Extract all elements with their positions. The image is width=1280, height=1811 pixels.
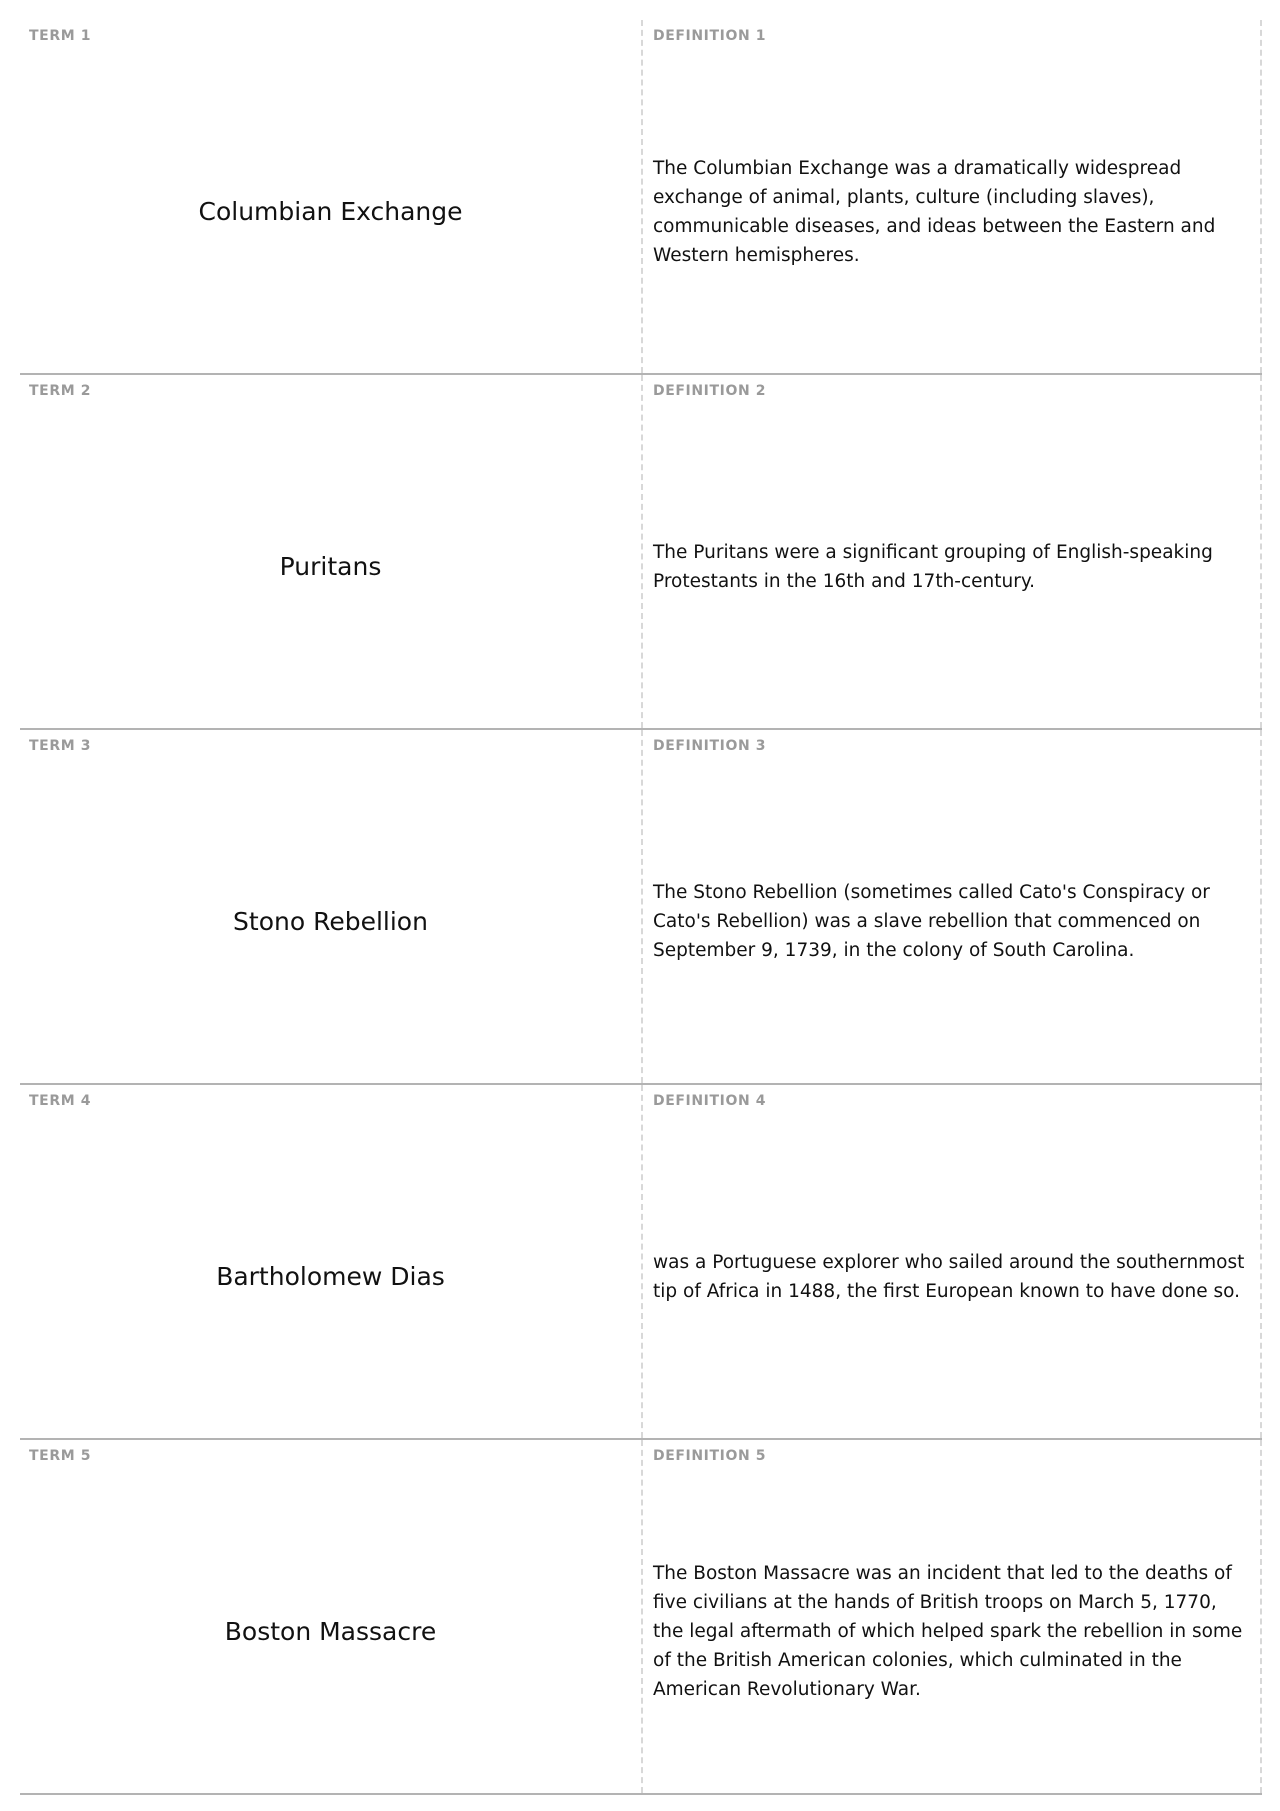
definition-text-container — [653, 1470, 1252, 1793]
term-text: Columbian Exchange — [198, 196, 463, 226]
term-cell-5 — [20, 1440, 641, 1793]
flashcard-row-1 — [20, 20, 1262, 375]
definition-cell-2 — [641, 375, 1262, 728]
term-text-container — [20, 1115, 641, 1438]
definition-cell-3 — [641, 730, 1262, 1083]
definition-text-container — [653, 760, 1252, 1083]
definition-label: DEFINITION 2 — [653, 383, 767, 399]
definition-text: The Columbian Exchange was a dramatically widespread exchange of animal, plants, culture (including slaves), communicable diseases, and ideas between the Eastern and Western hemispheres. — [653, 157, 1216, 266]
definition-text: was a Portuguese explorer who sailed around the southernmost tip of Africa in 1488, the first European known to have done so. — [653, 1251, 1245, 1302]
definition-cell-5 — [641, 1440, 1262, 1793]
term-cell-3 — [20, 730, 641, 1083]
definition-text: The Stono Rebellion (sometimes called Cato's Conspiracy or Cato's Rebellion) was a slave rebellion that commenced on September 9, 1739, in the colony of South Carolina. — [653, 882, 1210, 961]
flashcard-row-2 — [20, 375, 1262, 730]
term-cell-2 — [20, 375, 641, 728]
term-cell-4 — [20, 1085, 641, 1438]
term-label: TERM 4 — [29, 1093, 92, 1109]
term-label: TERM 3 — [29, 738, 92, 754]
term-text: Bartholomew Dias — [216, 1261, 445, 1291]
definition-text-container — [653, 405, 1252, 728]
term-text-container — [20, 760, 641, 1083]
term-text: Puritans — [279, 551, 382, 581]
definition-text-container — [653, 1115, 1252, 1438]
term-label: TERM 5 — [29, 1448, 92, 1464]
flashcard-sheet — [20, 20, 1262, 1795]
term-text-container — [20, 405, 641, 728]
term-text: Stono Rebellion — [233, 906, 428, 936]
definition-cell-4 — [641, 1085, 1262, 1438]
term-label: TERM 1 — [29, 28, 92, 44]
definition-text-container — [653, 50, 1252, 373]
term-text-container — [20, 50, 641, 373]
definition-text: The Puritans were a significant grouping of English-speaking Protestants in the 16th and 17th-century. — [653, 541, 1213, 592]
flashcard-row-3 — [20, 730, 1262, 1085]
definition-text: The Boston Massacre was an incident that led to the deaths of five civilians at the hands of British troops on March 5, 1770, the legal aftermath of which helped spark the rebellion in some of the British American colonies, which culminated in the American Revolutionary War. — [653, 1563, 1243, 1700]
definition-cell-1 — [641, 20, 1262, 373]
term-text-container — [20, 1470, 641, 1793]
flashcard-row-5 — [20, 1440, 1262, 1795]
definition-label: DEFINITION 5 — [653, 1448, 767, 1464]
term-text: Boston Massacre — [224, 1616, 437, 1646]
definition-label: DEFINITION 3 — [653, 738, 767, 754]
definition-label: DEFINITION 1 — [653, 28, 767, 44]
term-cell-1 — [20, 20, 641, 373]
term-label: TERM 2 — [29, 383, 92, 399]
definition-label: DEFINITION 4 — [653, 1093, 767, 1109]
flashcard-row-4 — [20, 1085, 1262, 1440]
